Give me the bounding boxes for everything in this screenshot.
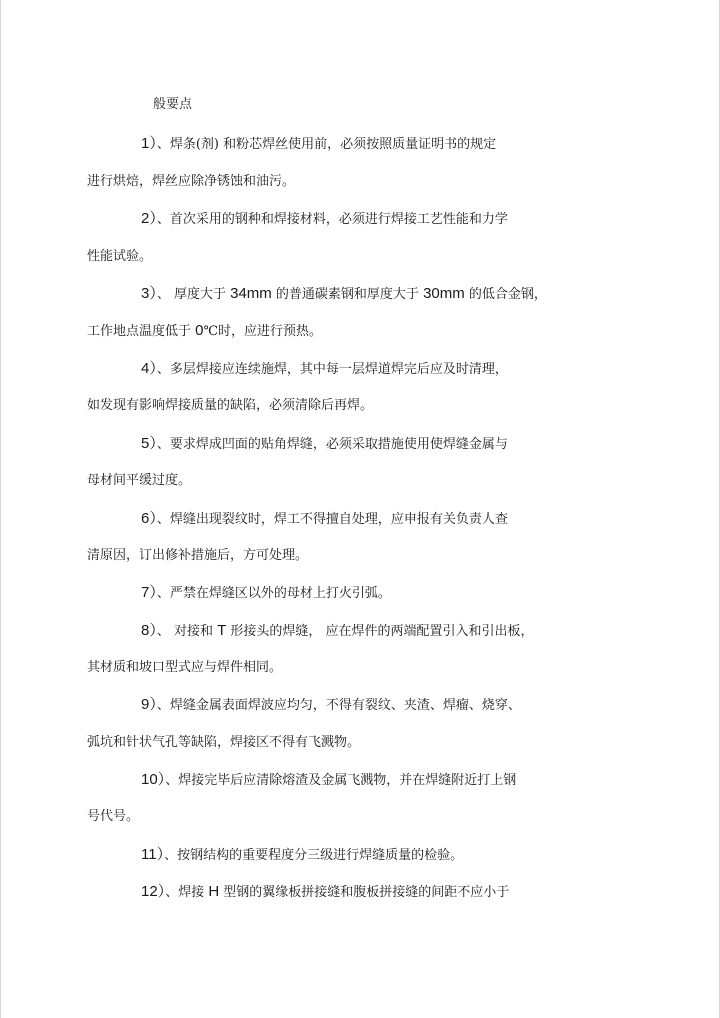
- item-text: ℃时，应进行预热。: [203, 324, 323, 339]
- list-item-2-line-2: 性能试验。: [87, 249, 153, 264]
- item-text: 、严禁在焊缝区以外的母材上打火引弧。: [156, 586, 391, 601]
- list-item-10-line-1: [141, 771, 516, 789]
- item-number: 7）: [141, 584, 157, 601]
- item-number: 11）: [141, 846, 165, 863]
- list-item-8-line-2: 其材质和坡口型式应与焊件相同。: [87, 660, 283, 675]
- item-text: 、 厚度大于: [156, 287, 231, 302]
- list-item-12-line-1: [141, 883, 509, 901]
- section-heading: 般要点: [153, 97, 193, 112]
- item-text: 、要求焊成凹面的贴角焊缝，必须采取措施使用使焊缝金属与: [156, 437, 508, 452]
- item-number: 9）: [141, 696, 157, 713]
- item-number: 5）: [141, 435, 157, 452]
- thickness-value-2: 30mm: [423, 285, 465, 302]
- item-number: 10）: [141, 771, 166, 788]
- list-item-5-line-2: 母材间平缓过度。: [87, 473, 192, 488]
- item-text: 工作地点温度低于: [87, 324, 196, 339]
- item-text: 、焊条(剂) 和粉芯焊丝使用前，必须按照质量证明书的规定: [156, 137, 497, 152]
- list-item-6-line-1: [141, 510, 508, 528]
- item-number: 2）: [141, 210, 157, 227]
- list-item-3-line-2: [87, 322, 322, 340]
- list-item-1-line-2: 进行烘焙，焊丝应除净锈蚀和油污。: [87, 174, 296, 189]
- list-item-9-line-2: 弧坑和针状气孔等缺陷，焊接区不得有飞溅物。: [87, 735, 361, 750]
- list-item-9-line-1: [141, 696, 521, 714]
- item-text: 、焊接: [165, 885, 209, 900]
- item-number: 8）: [141, 622, 157, 639]
- item-text: 、焊缝金属表面焊波应均匀，不得有裂纹、夹渣、焊瘤、烧穿、: [156, 698, 521, 713]
- item-text: 、首次采用的钢种和焊接材料，必须进行焊接工艺性能和力学: [156, 212, 508, 227]
- list-item-10-line-2: 号代号。: [87, 809, 140, 824]
- item-text: 、焊缝出现裂纹时，焊工不得擅自处理，应申报有关负责人查: [156, 512, 508, 527]
- item-number: 4）: [141, 360, 157, 377]
- list-item-3-line-1: [141, 285, 547, 303]
- thickness-value-1: 34mm: [230, 285, 272, 302]
- item-number: 6）: [141, 510, 157, 527]
- list-item-11-line-1: [141, 846, 463, 864]
- item-text: 、焊接完毕后应清除熔渣及金属飞溅物，并在焊缝附近打上钢: [165, 773, 517, 788]
- list-item-4-line-2: 如发现有影响焊接质量的缺陷，必须清除后再焊。: [87, 398, 374, 413]
- list-item-7-line-1: [141, 584, 391, 602]
- temperature-value: 0: [195, 322, 204, 339]
- beam-type-letter: H: [208, 883, 220, 900]
- item-text: 形接头的焊缝， 应在焊件的两端配置引入和引出板，: [226, 624, 534, 639]
- item-text: 、多层焊接应连续施焊，其中每一层焊道焊完后应及时清理，: [156, 362, 508, 377]
- item-number: 1）: [141, 135, 157, 152]
- joint-type-letter: T: [217, 622, 227, 639]
- list-item-6-line-2: 清原因，订出修补措施后，方可处理。: [87, 548, 309, 563]
- list-item-2-line-1: [141, 210, 508, 228]
- item-text: 的普通碳素钢和厚度大于: [271, 287, 424, 302]
- item-text: 的低合金钢，: [464, 287, 547, 302]
- list-item-4-line-1: [141, 360, 508, 378]
- item-text: 、 对接和: [156, 624, 218, 639]
- list-item-8-line-1: [141, 622, 534, 640]
- list-item-5-line-1: [141, 435, 508, 453]
- item-number: 3）: [141, 285, 157, 302]
- item-text: 、按钢结构的重要程度分三级进行焊缝质量的检验。: [164, 848, 464, 863]
- item-number: 12）: [141, 883, 166, 900]
- list-item-1-line-1: [141, 135, 496, 153]
- item-text: 型钢的翼缘板拼接缝和腹板拼接缝的间距不应小于: [219, 885, 510, 900]
